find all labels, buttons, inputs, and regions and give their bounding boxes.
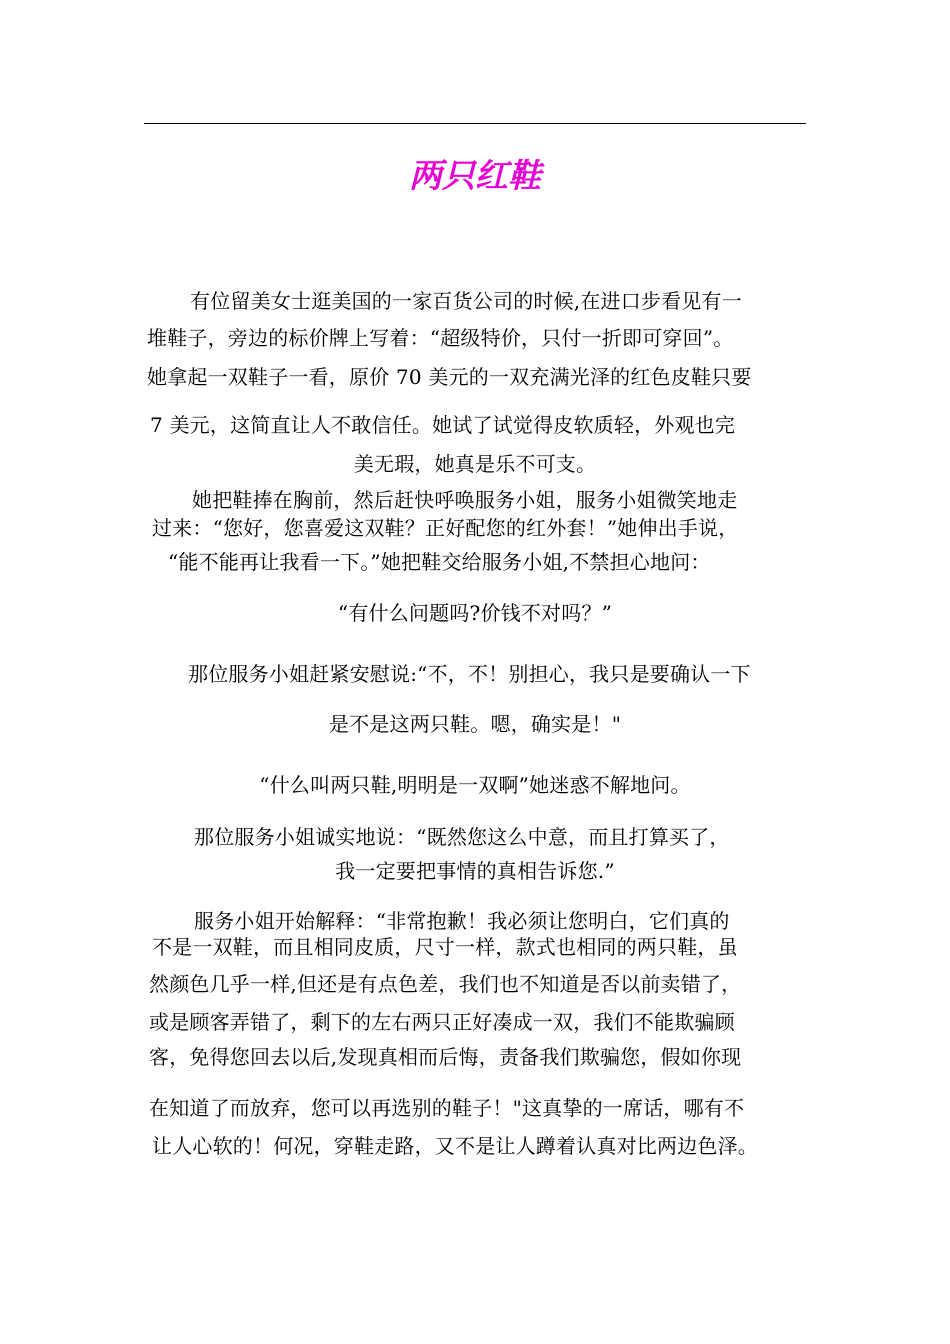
body-line: “能不能再让我看一下。”她把鞋交给服务小姐,不禁担心地问： [168, 550, 711, 574]
body-line: 不是一双鞋，而且相同皮质，尺寸一样，款式也相同的两只鞋，虽 [152, 935, 738, 959]
body-line: 我一定要把事情的真相告诉您.” [335, 859, 615, 883]
body-line: 美无瑕，她真是乐不可支。 [353, 452, 597, 476]
body-line: 服务小姐开始解释：“非常抱歉！我必须让您明白，它们真的 [194, 909, 730, 933]
body-line: 她拿起一双鞋子一看，原价 70 美元的一双充满光泽的红色皮鞋只要 [147, 365, 752, 389]
body-line: 过来：“您好，您喜爱这双鞋？正好配您的红外套！”她伸出手说， [152, 516, 739, 540]
body-line: “什么叫两只鞋,明明是一双啊”她迷惑不解地问。 [259, 773, 691, 797]
body-line: 是不是这两只鞋。嗯，确实是！" [328, 712, 622, 736]
body-line: 7 美元，这简直让人不敢信任。她试了试觉得皮软质轻，外观也完 [150, 413, 736, 437]
body-line: 那位服务小姐赶紧安慰说:“不，不！别担心，我只是要确认一下 [188, 662, 751, 686]
document-title: 两只红鞋 [409, 156, 541, 195]
body-line: 那位服务小姐诚实地说：“既然您这么中意，而且打算买了， [194, 825, 730, 849]
body-line: 有位留美女士逛美国的一家百货公司的时候,在进口步看见有一 [190, 289, 742, 313]
body-line: 堆鞋子，旁边的标价牌上写着：“超级特价，只付一折即可穿回”。 [147, 326, 734, 350]
body-line: 让人心软的！何况，穿鞋走路，又不是让人蹲着认真对比两边色泽。 [152, 1134, 758, 1158]
body-line: 她把鞋捧在胸前，然后赶快呼唤服务小姐，服务小姐微笑地走 [192, 488, 738, 512]
body-line: 或是顾客弄错了，剩下的左右两只正好凑成一双，我们不能欺骗顾 [149, 1010, 735, 1034]
body-line: 在知道了而放弃，您可以再选别的鞋子！"这真挚的一席话，哪有不 [149, 1096, 745, 1120]
body-line: 客，免得您回去以后,发现真相而后悔，责备我们欺骗您，假如你现 [149, 1045, 742, 1069]
body-line: “有什么问题吗?价钱不对吗？” [337, 601, 613, 625]
body-line: 然颜色几乎一样,但还是有点色差，我们也不知道是否以前卖错了， [149, 972, 742, 996]
header-rule [144, 123, 806, 124]
